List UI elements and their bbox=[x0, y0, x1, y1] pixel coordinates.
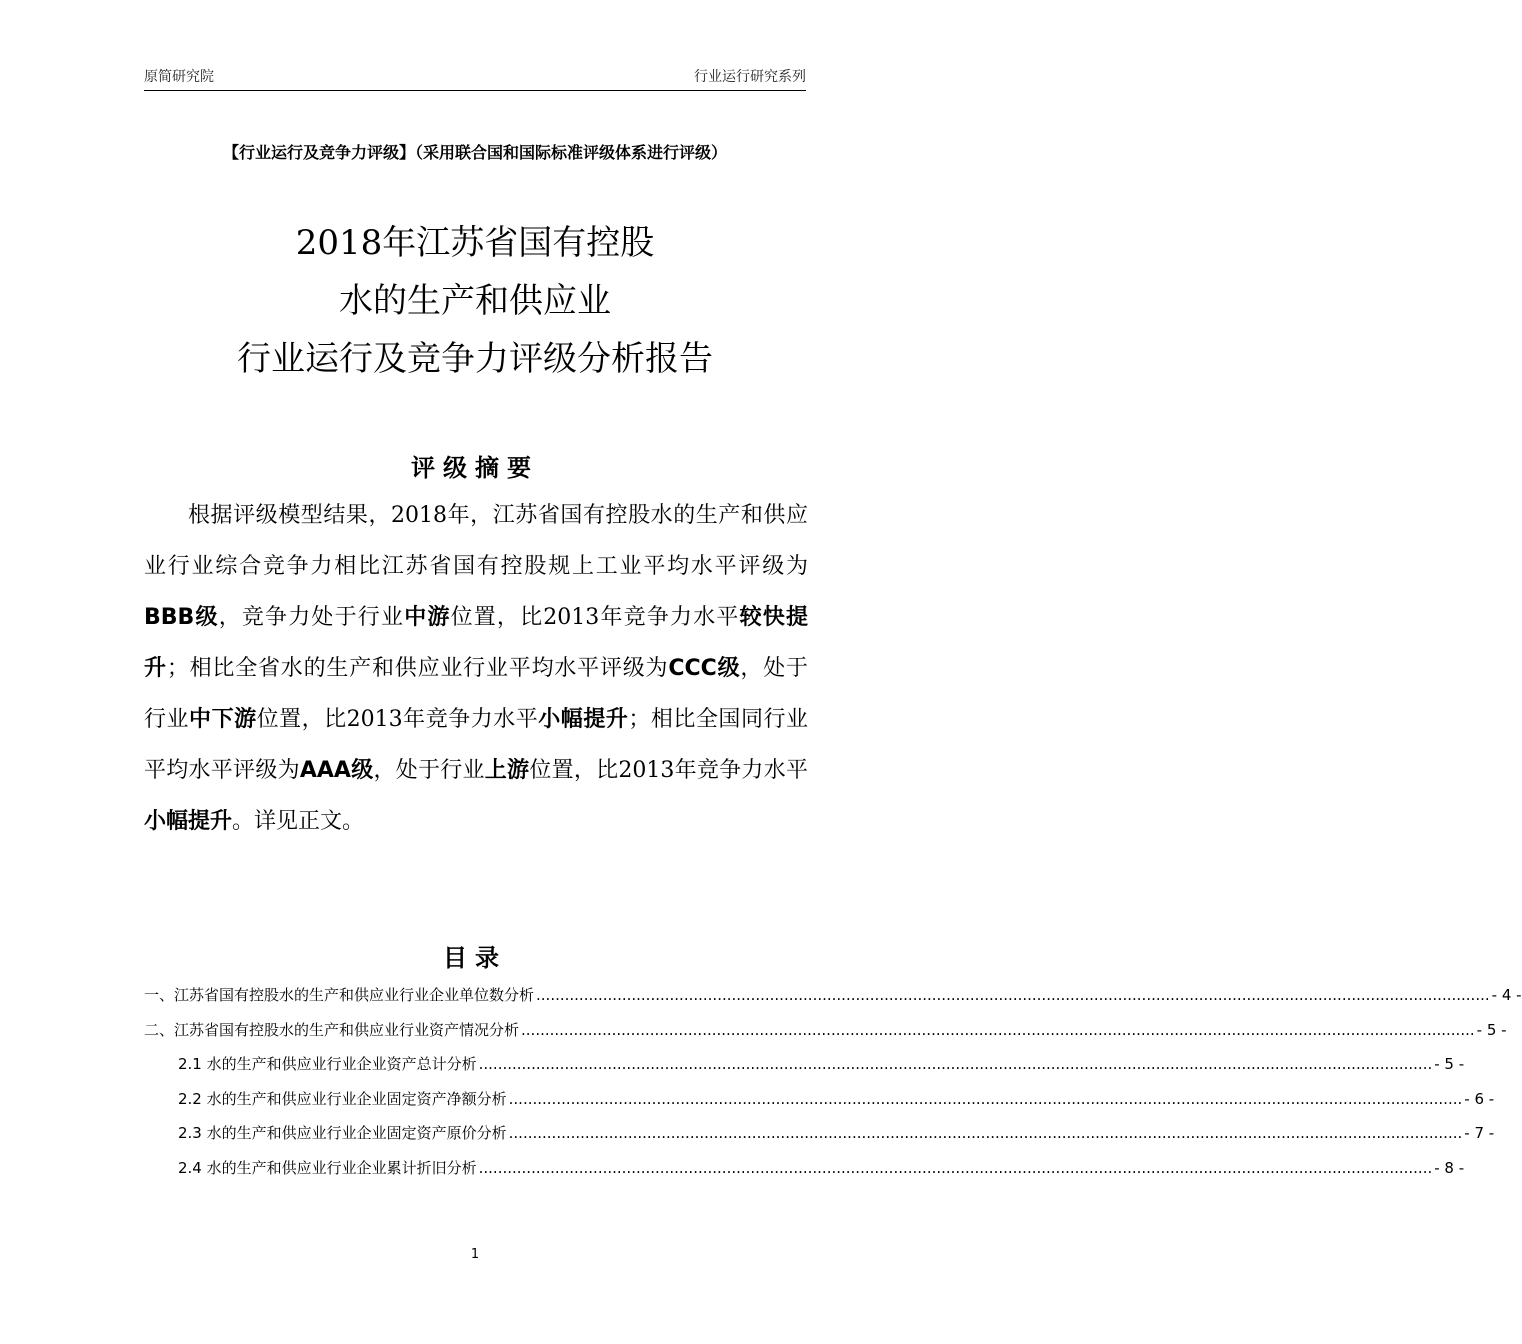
toc-entry[interactable] bbox=[144, 1088, 1495, 1123]
toc-entry[interactable] bbox=[144, 1053, 1465, 1088]
summary-text: ，处于行业 bbox=[144, 656, 808, 732]
toc-entry[interactable] bbox=[144, 1019, 1507, 1054]
summary-emphasis: AAA级 bbox=[299, 758, 374, 783]
summary-heading: 评级摘要 bbox=[411, 454, 539, 482]
summary-emphasis: 小幅提升 bbox=[538, 707, 629, 732]
summary-text: ，处于行业 bbox=[373, 758, 485, 783]
toc-entry[interactable] bbox=[144, 1122, 1495, 1157]
summary-text: 。详见正文。 bbox=[232, 809, 365, 834]
summary-text: 位置，比2013年竞争力水平 bbox=[529, 758, 808, 783]
toc-entry-page: - 6 - bbox=[1464, 1089, 1495, 1108]
toc-leader-dots: ........................................................................................................................................................................................................ bbox=[521, 1020, 1475, 1039]
toc-entry-page: - 5 - bbox=[1476, 1020, 1507, 1039]
page-number: 1 bbox=[470, 1247, 480, 1262]
summary-emphasis: 中游 bbox=[404, 605, 451, 630]
summary-text: ；相比全省水的生产和供应业行业平均水平评级为 bbox=[166, 656, 669, 681]
title-line: 行业运行及竞争力评级分析报告 bbox=[237, 339, 713, 379]
toc-entry-page: - 5 - bbox=[1434, 1055, 1465, 1073]
toc-entry-title: 一、江苏省国有控股水的生产和供应业行业企业单位数分析 bbox=[144, 986, 535, 1004]
title-line: 2018年江苏省国有控股 bbox=[295, 223, 655, 263]
toc-leader-dots: ........................................................................................................................................................................................................ bbox=[536, 986, 1490, 1004]
summary-emphasis: 上游 bbox=[484, 758, 530, 783]
header-org-name: 原简研究院 bbox=[144, 69, 214, 85]
toc-entry-title: 2.3 水的生产和供应业行业企业固定资产原价分析 bbox=[178, 1124, 507, 1142]
toc-entry-title: 2.2 水的生产和供应业行业企业固定资产净额分析 bbox=[178, 1089, 507, 1108]
summary-text: 位置，比2013年竞争力水平 bbox=[256, 707, 539, 732]
summary-text: 根据评级模型结果，2018年，江苏省国有控股水的生产和供应业行业综合竞争力相比江苏省国有控股规上工业平均水平评级为 bbox=[144, 503, 808, 579]
toc-leader-dots: ........................................................................................................................................................................................................ bbox=[478, 1158, 1433, 1177]
summary-emphasis: 小幅提升 bbox=[144, 809, 233, 834]
toc-entry-title: 二、江苏省国有控股水的生产和供应业行业资产情况分析 bbox=[144, 1020, 520, 1039]
report-title bbox=[110, 214, 840, 388]
summary-paragraph bbox=[144, 490, 808, 847]
toc-leader-dots: ........................................................................................................................................................................................................ bbox=[508, 1089, 1463, 1108]
toc-entry-page: - 7 - bbox=[1464, 1124, 1495, 1142]
toc-leader-dots: ........................................................................................................................................................................................................ bbox=[508, 1124, 1463, 1142]
rating-note: 【行业运行及竞争力评级】（采用联合国和国际标准评级体系进行评级） bbox=[222, 143, 727, 162]
summary-emphasis: 中下游 bbox=[189, 707, 257, 732]
summary-emphasis: CCC级 bbox=[668, 656, 741, 681]
table-of-contents bbox=[144, 984, 1522, 1191]
summary-text: ，竞争力处于行业 bbox=[218, 605, 405, 630]
title-line: 水的生产和供应业 bbox=[339, 281, 611, 321]
toc-entry-page: - 8 - bbox=[1434, 1158, 1465, 1177]
summary-emphasis: 较快提升 bbox=[144, 605, 808, 681]
toc-entry[interactable] bbox=[144, 1157, 1465, 1192]
header-divider bbox=[144, 90, 806, 91]
summary-text: ；相比全国同行业平均水平评级为 bbox=[144, 707, 808, 783]
toc-entry-title: 2.1 水的生产和供应业行业企业资产总计分析 bbox=[178, 1055, 477, 1073]
toc-entry-title: 2.4 水的生产和供应业行业企业累计折旧分析 bbox=[178, 1158, 477, 1177]
toc-entry-page: - 4 - bbox=[1491, 986, 1522, 1004]
summary-emphasis: BBB级 bbox=[144, 605, 219, 630]
toc-heading: 目录 bbox=[443, 944, 507, 972]
toc-entry[interactable] bbox=[144, 984, 1522, 1019]
summary-text: 位置，比2013年竞争力水平 bbox=[450, 605, 740, 630]
header-series-name: 行业运行研究系列 bbox=[694, 69, 806, 85]
toc-leader-dots: ........................................................................................................................................................................................................ bbox=[478, 1055, 1433, 1073]
page-header bbox=[144, 66, 806, 88]
